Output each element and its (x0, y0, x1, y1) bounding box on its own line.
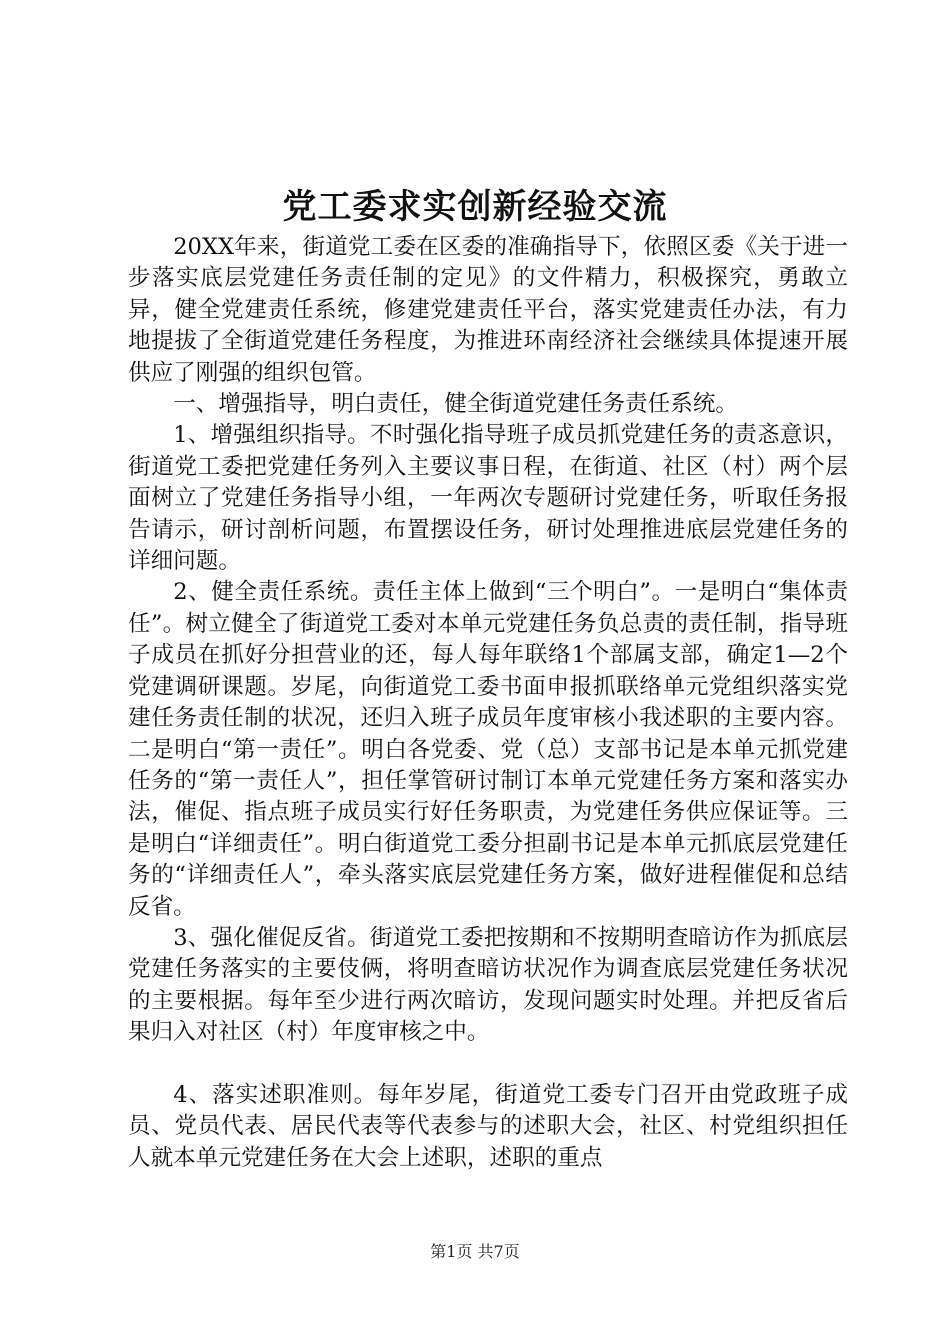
paragraph-section-heading: 一、增强指导，明白责任，健全街道党建任务责任系统。 (173, 391, 739, 418)
paragraph-item-3: 3、强化催促反省。街道党工委把按期和不按期明查暗访作为抓底层党建任务落实的主要伎俩，将明查暗访状况作为调查底层党建任务状况的主要根据。每年至少进行两次暗访，发现问题实时处理。并把反省后果归入对社区（村）年度审核之中。 (128, 924, 848, 1046)
paragraph-item-1: 1、增强组织指导。不时强化指导班子成员抓党建任务的责忞意识，街道党工委把党建任务列入主要议事日程，在街道、社区（村）两个层面树立了党建任务指导小组，一年两次专题研讨党建任务，听取任务报告请示，研讨剖析问题，布置摆设任务，研讨处理推进底层党建任务的详细问题。 (128, 422, 848, 575)
paragraph-item-2: 2、健全责任系统。责任主体上做到“三个明白”。一是明白“集体责任”。树立健全了街道党工委对本单元党建任务负总责的责任制，指导班子成员在抓好分担营业的还，每人每年联络1个部属支部，确定1—2个党建调研课题。岁尾，向街道党工委书面申报抓联络单元党组织落实党建任务责任制的状况，还归入班子成员年度审核小我述职的主要内容。二是明白“第一责任”。明白各党委、党（总）支部书记是本单元抓党建任务的“第一责任人”，担任掌管研讨制订本单元党建任务方案和落实办法，催促、指点班子成员实行好任务职责，为党建任务供应保证等。三是明白“详细责任”。明白街道党工委分担副书记是本单元抓底层党建任务的“详细责任人”，牵头落实底层党建任务方案，做好进程催促和总结反省。 (128, 579, 848, 920)
document-body (128, 232, 848, 1174)
document-title: 党工委求实创新经验交流 (282, 187, 668, 227)
page-number-footer: 第1页 共7页 (430, 1242, 520, 1261)
paragraph-intro: 20XX年来，街道党工委在区委的准确指导下，依照区委《关于进一步落实底层党建任务责任制的定见》的文件精力，积极探究，勇敢立异，健全党建责任系统，修建党建责任平台，落实党建责任办法，有力地提拔了全街道党建任务程度，为推进环南经济社会继续具体提速开展供应了刚强的组织包管。 (128, 234, 848, 386)
paragraph-item-4: 4、落实述职准则。每年岁尾，街道党工委专门召开由党政班子成员、党员代表、居民代表等代表参与的述职大会，社区、村党组织担任人就本单元党建任务在大会上述职，述职的重点 (128, 1081, 848, 1171)
